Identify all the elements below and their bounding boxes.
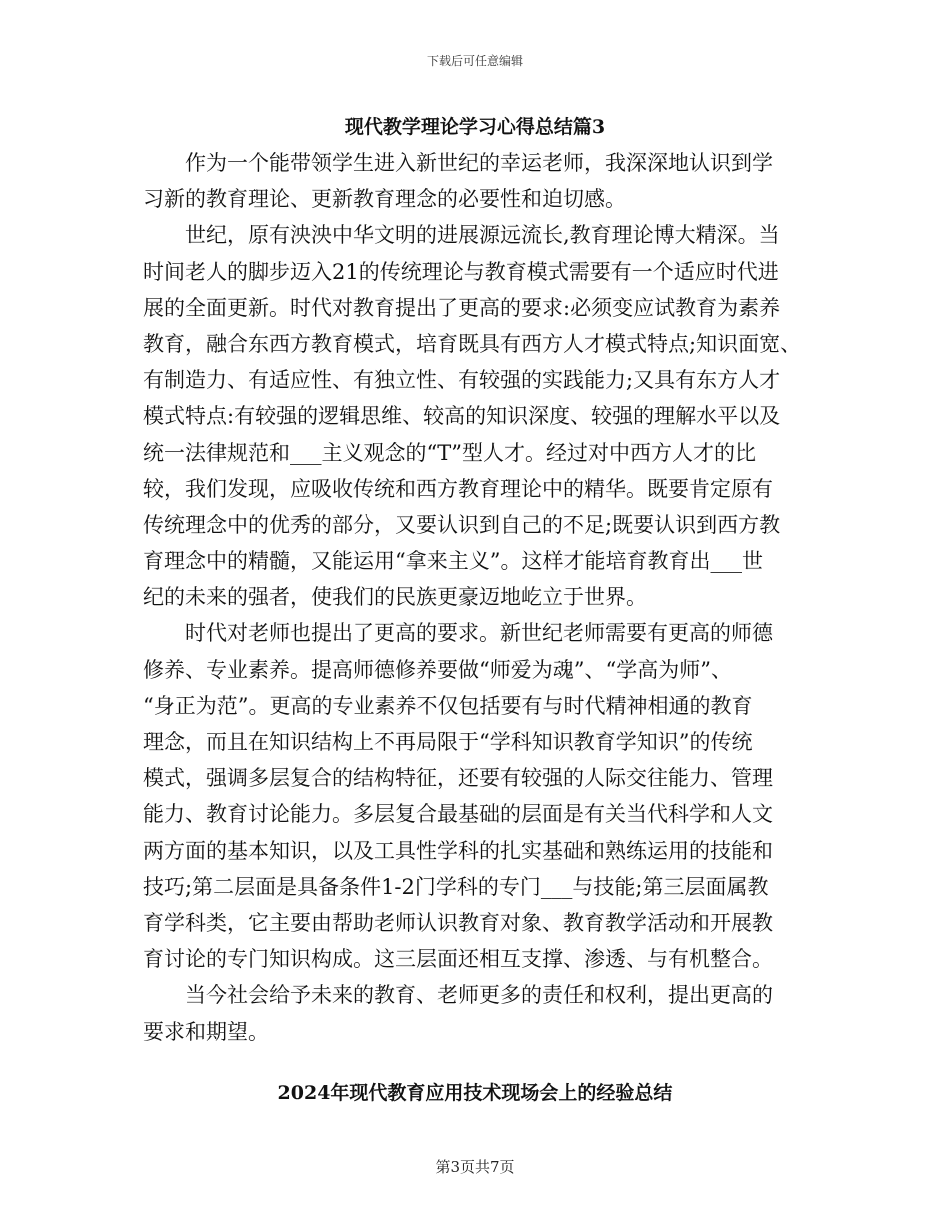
text-line: 较，我们发现，应吸收传统和西方教育理论中的精华。既要肯定原有 xyxy=(143,476,773,501)
text-line: 要求和期望。 xyxy=(143,1019,269,1044)
text-line: 当今社会给予未来的教育、老师更多的责任和权利，提出更高的 xyxy=(143,983,773,1008)
text-line: “身正为范”。更高的专业素养不仅包括要有与时代精神相通的教育 xyxy=(143,693,753,718)
text-line: 模式，强调多层复合的结构特征，还要有较强的人际交往能力、管理 xyxy=(143,766,773,791)
text-line: 模式特点:有较强的逻辑思维、较高的知识深度、较强的理解水平以及 xyxy=(143,404,781,429)
text-line: 习新的教育理论、更新教育理念的必要性和迫切感。 xyxy=(143,187,626,212)
text-line: 时代对老师也提出了更高的要求。新世纪老师需要有更高的师德 xyxy=(143,621,773,646)
document-title: 现代教学理论学习心得总结篇3 xyxy=(344,116,606,138)
text-line: 两方面的基本知识，以及工具性学科的扎实基础和熟练运用的技能和 xyxy=(143,838,773,863)
text-line: 理念，而且在知识结构上不再局限于“学科知识教育学知识”的传统 xyxy=(143,730,753,754)
text-line: 传统理念中的优秀的部分，又要认识到自己的不足;既要认识到西方教 xyxy=(143,512,781,537)
next-section-title: 2024年现代教育应用技术现场会上的经验总结 xyxy=(277,1082,673,1104)
text-line: 修养、专业素养。提高师德修养要做“师爱为魂”、“学高为师”、 xyxy=(143,657,732,682)
text-line: 统一法律规范和___主义观念的“T”型人才。经过对中西方人才的比 xyxy=(143,440,756,465)
text-line: 世纪，原有泱泱中华文明的进展源远流长,教育理论博大精深。当 xyxy=(143,223,780,248)
text-line: 作为一个能带领学生进入新世纪的幸运老师，我深深地认识到学 xyxy=(143,151,773,175)
text-line: 展的全面更新。时代对教育提出了更高的要求:必须变应试教育为素养 xyxy=(143,295,781,320)
page-footer: 第3页共7页 xyxy=(435,1158,515,1176)
text-line: 能力、教育讨论能力。多层复合最基础的层面是有关当代科学和人文 xyxy=(143,802,773,827)
text-line: 纪的未来的强者，使我们的民族更豪迈地屹立于世界。 xyxy=(143,585,647,610)
text-line: 有制造力、有适应性、有独立性、有较强的实践能力;又具有东方人才 xyxy=(143,368,781,393)
text-line: 育理念中的精髓，又能运用“拿来主义”。这样才能培育教育出___世 xyxy=(143,549,763,574)
text-line: 时间老人的脚步迈入21的传统理论与教育模式需要有一个适应时代进 xyxy=(143,259,779,284)
header-note: 下载后可任意编辑 xyxy=(426,54,523,68)
text-line: 教育，融合东西方教育模式，培育既具有西方人才模式特点;知识面宽、 xyxy=(143,331,802,356)
text-line: 技巧;第二层面是具备条件1-2门学科的专门___与技能;第三层面属教 xyxy=(143,874,769,899)
text-line: 育讨论的专门知识构成。这三层面还相互支撑、渗透、与有机整合。 xyxy=(143,947,773,972)
text-line: 育学科类，它主要由帮助老师认识教育对象、教育教学活动和开展教 xyxy=(143,910,773,935)
body-text xyxy=(143,145,809,1050)
